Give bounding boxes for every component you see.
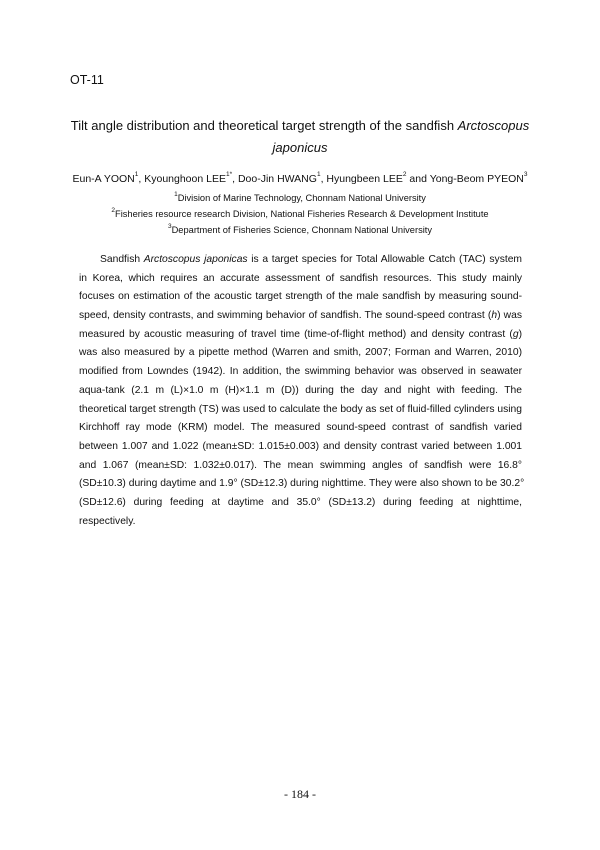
author-name: Hyungbeen LEE — [326, 173, 403, 185]
abstract-line: and 1.067 (mean±SD: 1.032±0.017). The mean swimming angles of sandfish were 16.8° — [79, 459, 522, 471]
abstract-text: Sandfish — [100, 254, 144, 265]
author-list — [40, 173, 560, 185]
author-affiliation-mark: 1* — [225, 171, 233, 178]
author-affiliation-mark: 1 — [316, 171, 321, 178]
paper-title — [60, 115, 540, 159]
page-number: - 184 - — [284, 787, 316, 801]
affiliation — [40, 225, 560, 235]
author-separator: , — [138, 173, 145, 185]
species-name: Arctoscopus japonicas — [143, 254, 248, 265]
title-genus: Arctoscopus — [457, 118, 530, 133]
abstract-line: modified from Lowndes (1942). In addition, the swimming behavior was observed in seawater — [79, 366, 522, 378]
abstract-text: is a target species for Total Allowable Catch (TAC) system — [247, 254, 523, 265]
author-affiliation-mark: 2 — [402, 171, 407, 178]
author-separator: , — [232, 173, 238, 185]
affiliation-mark: 1 — [174, 191, 178, 198]
affiliation — [40, 209, 560, 219]
abstract-line: in Korea, which requires an accurate assessment of sandfish resources. This study mainly — [79, 272, 522, 284]
abstract-line — [79, 326, 522, 345]
abstract-line: respectively. — [79, 515, 136, 527]
affiliation-text: Division of Marine Technology, Chonnam National University — [177, 193, 426, 203]
abstract-body — [79, 251, 525, 531]
abstract-line: was also measured by a pipette method (Warren and smith, 2007; Forman and Warren, 2010) — [79, 347, 522, 359]
abstract-line: (SD±12.6) during feeding at daytime and 35.0° (SD±13.2) during feeding at nighttime, — [79, 496, 522, 508]
author-affiliation-mark: 3 — [523, 171, 528, 178]
abstract-line — [79, 307, 522, 326]
abstract-text: ) — [518, 328, 522, 340]
author-name: Kyounghoon LEE — [144, 173, 226, 185]
abstract-line: between 1.007 and 1.022 (mean±SD: 1.015±0.003) and density contrast varied between 1.001 — [79, 440, 522, 452]
title-text: Tilt angle distribution and theoretical target strength of the sandfish — [70, 118, 458, 133]
abstract-text: ) was — [497, 310, 522, 322]
abstract-line: focuses on estimation of the acoustic target strength of the male sandfish by measuring sound- — [79, 291, 522, 303]
author-affiliation-mark: 1 — [134, 171, 139, 178]
author-name: Doo-Jin HWANG — [237, 173, 317, 185]
symbol-g: g — [512, 328, 519, 340]
session-code: OT-11 — [70, 73, 104, 87]
title-species: japonicus — [272, 140, 328, 155]
abstract-text: speed, density contrasts, and swimming behavior of sandfish. The sound-speed contrast ( — [79, 310, 492, 322]
abstract-line: aqua-tank (2.1 m (L)×1.0 m (H)×1.1 m (D)) during the day and night with feeding. The — [79, 384, 522, 396]
affiliation — [40, 193, 560, 203]
affiliation-text: Department of Fisheries Science, Chonnam National University — [171, 225, 433, 235]
affiliation-mark: 2 — [111, 207, 116, 214]
abstract-line: Kirchhoff ray mode (KRM) model. The measured sound-speed contrast of sandfish varied — [79, 422, 522, 434]
author-name: Eun-A YOON — [72, 173, 135, 185]
abstract-line — [79, 251, 522, 270]
affiliation-mark: 3 — [167, 223, 172, 230]
abstract-text: measured by acoustic measuring of travel time (time-of-flight method) and density contrast ( — [79, 328, 513, 340]
author-name: Yong-Beom PYEON — [429, 173, 524, 185]
abstract-line: theoretical target strength (TS) was used to calculate the body as set of fluid-filled cylinders using — [79, 403, 522, 415]
author-separator: and — [406, 173, 430, 185]
affiliation-text: Fisheries resource research Division, National Fisheries Research & Development Institute — [115, 209, 489, 219]
symbol-h: h — [491, 310, 498, 322]
author-separator: , — [320, 173, 327, 185]
abstract-line: (SD±10.3) during daytime and 1.9° (SD±12.3) during nighttime. They were also shown to be 30.2° — [79, 478, 525, 490]
